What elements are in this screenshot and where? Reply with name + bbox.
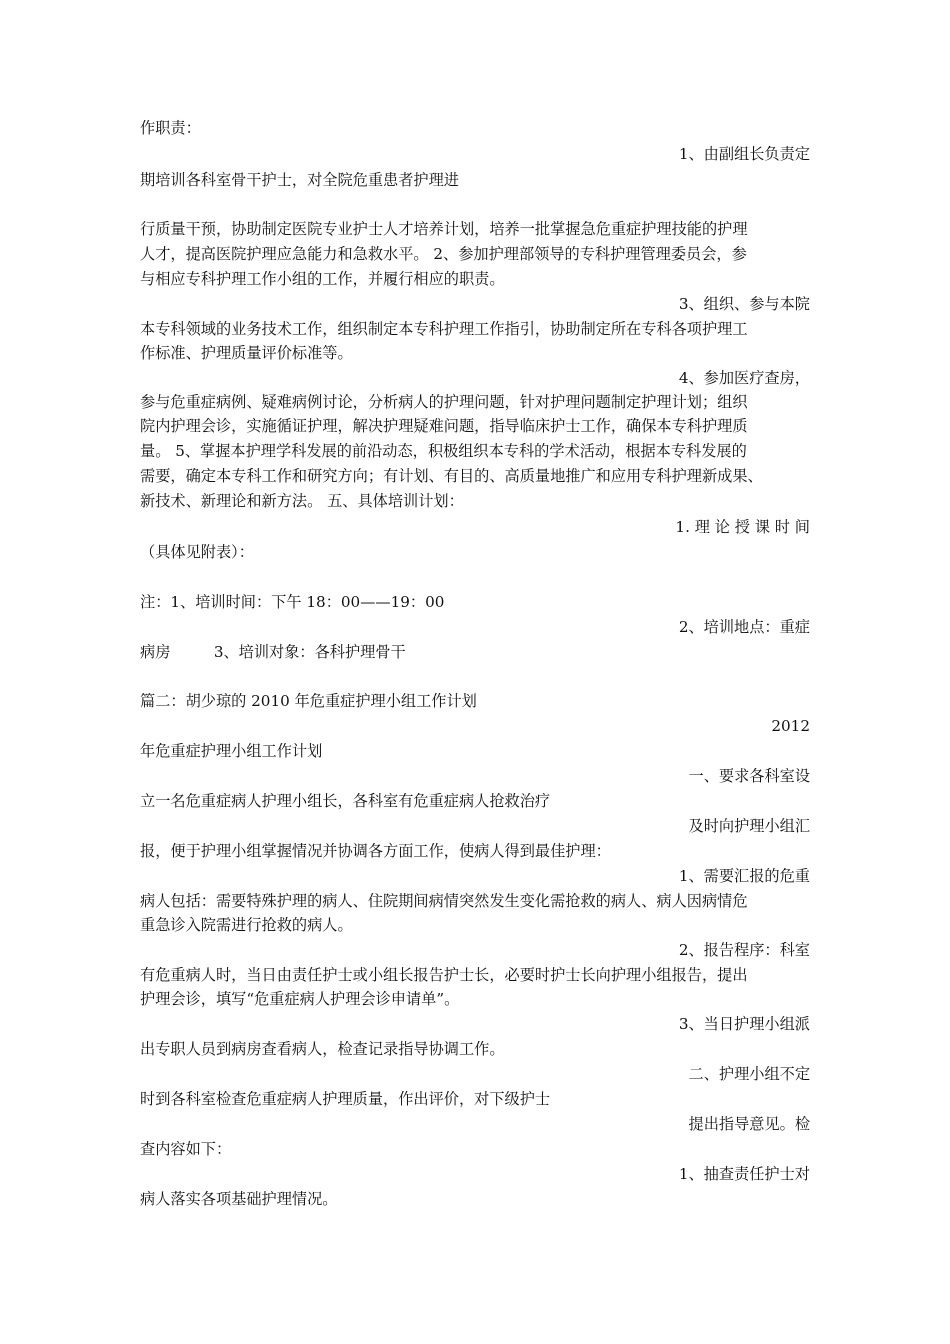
text-line: 1、由副组长负责定 bbox=[678, 145, 810, 163]
text-line: 查内容如下： bbox=[140, 1140, 232, 1158]
text-line: 出专职人员到病房查看病人，检查记录指导协调工作。 bbox=[140, 1040, 505, 1058]
text-line: 护理会诊，填写“危重症病人护理会诊申请单”。 bbox=[140, 990, 460, 1008]
text-line: 1、需要汇报的危重 bbox=[678, 867, 810, 885]
text-line: 年危重症护理小组工作计划 bbox=[140, 742, 323, 760]
text-line: 注：1、培训时间：下午 18：00——19：00 bbox=[140, 593, 445, 611]
text-line: 院内护理会诊，实施循证护理，解决护理疑难问题，指导临床护士工作，确保本专科护理质 bbox=[140, 417, 748, 435]
text-line: 病人包括：需要特殊护理的病人、住院期间病情突然发生变化需抢救的病人、病人因病情危 bbox=[140, 892, 748, 910]
text-line: 需要，确定本专科工作和研究方向；有计划、有目的、高质量地推广和应用专科护理新成果、 bbox=[140, 467, 763, 485]
text-line: 3、当日护理小组派 bbox=[678, 1015, 810, 1033]
text-line: 2、报告程序：科室 bbox=[678, 941, 810, 959]
text-line: 3、组织、参与本院 bbox=[678, 295, 810, 313]
text-line: 2、培训地点：重症 bbox=[678, 618, 810, 636]
text-line: 与相应专科护理工作小组的工作，并履行相应的职责。 bbox=[140, 270, 505, 288]
text-line: 病人落实各项基础护理情况。 bbox=[140, 1190, 338, 1208]
text-line: 立一名危重症病人护理小组长，各科室有危重症病人抢救治疗 bbox=[140, 792, 551, 810]
text-line: 提出指导意见。检 bbox=[688, 1115, 810, 1133]
text-line: 参与危重症病例、疑难病例讨论，分析病人的护理问题，针对护理问题制定护理计划；组织 bbox=[140, 393, 748, 411]
text-line: 重急诊入院需进行抢救的病人。 bbox=[140, 916, 353, 934]
text-line: 本专科领域的业务技术工作，组织制定本专科护理工作指引，协助制定所在专科各项护理工 bbox=[140, 320, 748, 338]
text-line: 一、要求各科室设 bbox=[688, 767, 810, 785]
text-line: 病房 3、培训对象：各科护理骨干 bbox=[140, 643, 406, 661]
text-line: 新技术、新理论和新方法。 五、具体培训计划： bbox=[140, 492, 464, 510]
text-line: 篇二：胡少琼的 2010 年危重症护理小组工作计划 bbox=[140, 692, 477, 710]
text-line: 1. 理 论 授 课 时 间 bbox=[675, 518, 810, 536]
text-line: 期培训各科室骨干护士，对全院危重患者护理进 bbox=[140, 171, 459, 189]
text-line: 时到各科室检查危重症病人护理质量，作出评价，对下级护士 bbox=[140, 1090, 551, 1108]
text-line: 2012 bbox=[771, 717, 810, 735]
text-line: 行质量干预，协助制定医院专业护士人才培养计划，培养一批掌握急危重症护理技能的护理 bbox=[140, 220, 748, 238]
text-line: 人才，提高医院护理应急能力和急救水平。 2、参加护理部领导的专科护理管理委员会，参 bbox=[140, 245, 747, 263]
text-line: 报，便于护理小组掌握情况并协调各方面工作，使病人得到最佳护理： bbox=[140, 842, 611, 860]
text-line: 作标准、护理质量评价标准等。 bbox=[140, 344, 353, 362]
text-line: 4、参加医疗查房， bbox=[678, 369, 810, 387]
text-line: 量。 5、掌握本护理学科发展的前沿动态，积极组织本专科的学术活动，根据本专科发展的 bbox=[140, 442, 747, 460]
text-line: （具体见附表）： bbox=[140, 543, 254, 561]
text-line: 二、护理小组不定 bbox=[688, 1065, 810, 1083]
text-line: 作职责： bbox=[140, 119, 201, 137]
text-line: 有危重病人时，当日由责任护士或小组长报告护士长，必要时护士长向护理小组报告，提出 bbox=[140, 966, 748, 984]
text-line: 及时向护理小组汇 bbox=[688, 817, 810, 835]
text-line: 1、抽查责任护士对 bbox=[678, 1165, 810, 1183]
